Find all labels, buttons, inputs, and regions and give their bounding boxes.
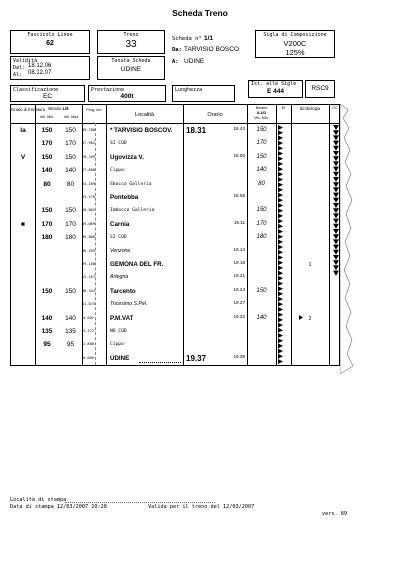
triangle-marker bbox=[278, 151, 283, 156]
row-km: 78.269 bbox=[82, 154, 95, 159]
triangle-marker bbox=[333, 130, 339, 135]
triangle-marker bbox=[278, 229, 283, 234]
fascicolo-value: 62 bbox=[46, 40, 54, 47]
triangle-marker bbox=[278, 239, 283, 244]
row-arrivo: 18.31 bbox=[186, 126, 207, 135]
triangle-marker bbox=[333, 198, 339, 203]
row-vel-min2: 150 bbox=[256, 153, 267, 160]
row-vel-min2: 150 bbox=[256, 207, 267, 214]
row-grado: V bbox=[20, 153, 26, 161]
footer-valida: Valida per il treno del 12/03/2007 bbox=[148, 504, 255, 510]
treno-value: 33 bbox=[125, 39, 137, 50]
triangle-markers-right bbox=[333, 125, 339, 276]
ist-sigle-box bbox=[248, 80, 303, 98]
row-km: 36.595 bbox=[82, 248, 95, 253]
row-vel-max: 150 bbox=[65, 287, 76, 295]
row-localita: UDINE bbox=[110, 354, 130, 362]
header-localita: Località bbox=[135, 112, 154, 118]
row-vel-min: 170 bbox=[41, 140, 53, 148]
row-km: 16.344 bbox=[82, 288, 95, 293]
row-vel-min: 140 bbox=[41, 314, 53, 322]
row-vel-max: 135 bbox=[65, 328, 76, 335]
triangle-marker bbox=[278, 203, 283, 208]
row-partenza: 19.39 bbox=[233, 353, 245, 359]
row-partenza: 19.24 bbox=[233, 286, 245, 292]
header-orario: Orario bbox=[207, 112, 223, 118]
header-grado: Grado di frenatura bbox=[11, 107, 45, 112]
triangle-marker bbox=[278, 312, 283, 317]
row-vel-min: 150 bbox=[41, 153, 53, 161]
row-simbologia: 1 bbox=[308, 262, 312, 268]
row-vel-max: 170 bbox=[65, 220, 76, 228]
ist-sigle-value: E 444 bbox=[267, 88, 284, 95]
triangle-marker bbox=[333, 224, 339, 229]
row-vel-min: 150 bbox=[41, 207, 53, 215]
triangle-marker bbox=[278, 354, 283, 359]
sigla-percent: 125% bbox=[285, 48, 305, 57]
triangle-marker bbox=[278, 167, 283, 172]
triangle-marker bbox=[333, 187, 339, 192]
row-localita: Carnia bbox=[110, 220, 130, 228]
row-km: 64.209 bbox=[82, 181, 95, 186]
triangle-marker bbox=[278, 286, 283, 291]
triangle-markers-left bbox=[278, 125, 303, 364]
row-km: 22.167 bbox=[82, 275, 95, 280]
fascicolo-box bbox=[10, 30, 90, 54]
row-partenza: 19.27 bbox=[233, 300, 245, 306]
triangle-marker bbox=[278, 276, 283, 281]
triangle-marker bbox=[299, 315, 303, 320]
header-binario2: Binario bbox=[255, 106, 268, 110]
row-vel-max: 80 bbox=[66, 180, 75, 188]
row-localita: Venzone bbox=[110, 247, 131, 254]
triangle-marker bbox=[333, 208, 339, 213]
row-vel-min2: 150 bbox=[256, 287, 267, 294]
header-vel-max: Vel. Max bbox=[63, 115, 79, 119]
row-vel-max: 140 bbox=[65, 167, 76, 175]
triangle-marker bbox=[333, 135, 339, 140]
prestazione-box bbox=[88, 85, 166, 102]
row-vel-min2: 140 bbox=[256, 314, 267, 321]
triangle-marker bbox=[278, 193, 283, 198]
torn-edge bbox=[340, 104, 360, 374]
triangle-marker bbox=[333, 255, 339, 260]
footer-localita-line bbox=[65, 502, 215, 503]
triangle-marker bbox=[333, 271, 339, 276]
row-partenza: 19.14 bbox=[233, 246, 245, 252]
triangle-marker bbox=[333, 125, 339, 130]
row-vel-min2: 80 bbox=[258, 180, 265, 187]
triangle-marker bbox=[333, 141, 339, 146]
triangle-marker bbox=[333, 167, 339, 172]
triangle-marker bbox=[278, 343, 283, 348]
fascicolo-label: Fascicolo Linee bbox=[27, 32, 73, 38]
row-vel-min2: 140 bbox=[256, 167, 267, 174]
row-localita: NO COD bbox=[110, 329, 127, 334]
validita-label: Validità bbox=[13, 58, 38, 64]
triangle-marker bbox=[278, 297, 283, 302]
triangle-marker bbox=[278, 333, 283, 338]
row-vel-min: 95 bbox=[43, 341, 51, 349]
rsc-box bbox=[305, 80, 335, 98]
row-km: 4.602 bbox=[83, 315, 94, 320]
triangle-marker bbox=[278, 250, 283, 255]
lunghezza-label: Lunghezza bbox=[175, 87, 203, 93]
triangle-marker bbox=[278, 245, 283, 250]
triangle-marker bbox=[278, 198, 283, 203]
row-localita: Tricesimo S.Pel. bbox=[110, 301, 148, 308]
row-partenza: 18.59 bbox=[233, 193, 245, 198]
triangle-marker bbox=[333, 260, 339, 265]
row-vel-min: 135 bbox=[41, 328, 53, 335]
triangle-marker bbox=[278, 349, 283, 354]
row-vel-min: 140 bbox=[41, 167, 53, 175]
triangle-marker bbox=[333, 239, 339, 244]
row-km: 60.802 bbox=[82, 208, 95, 213]
row-km: 89.780 bbox=[82, 128, 95, 132]
page-title: Scheda Treno bbox=[172, 8, 228, 18]
row-vel-max: 150 bbox=[65, 153, 76, 161]
footer-localita-stampa: Località di stampa bbox=[10, 497, 67, 503]
triangle-marker bbox=[333, 229, 339, 234]
da-value: TARVISIO BOSCO bbox=[184, 46, 240, 53]
row-localita: Cippo bbox=[110, 342, 124, 348]
triangle-marker bbox=[278, 338, 283, 343]
row-localita: SI COD bbox=[110, 141, 127, 147]
triangle-marker bbox=[333, 250, 339, 255]
triangle-marker bbox=[278, 317, 283, 322]
da-label: Da: bbox=[172, 47, 182, 53]
triangle-marker bbox=[333, 265, 339, 270]
al-value: 08.12.07 bbox=[28, 70, 52, 76]
triangle-marker bbox=[278, 156, 283, 161]
schedule-table bbox=[10, 104, 340, 366]
row-arrivo: 19.37 bbox=[186, 353, 207, 363]
row-km: 29.168 bbox=[82, 262, 95, 266]
sigla-value: V200C bbox=[283, 39, 307, 48]
header-vel-min2: Vel. Min. bbox=[254, 116, 269, 120]
scheda-value: 1/1 bbox=[204, 35, 214, 42]
row-localita: * TARVISIO BOSCOV. bbox=[110, 127, 173, 134]
row-km: 3.372 bbox=[83, 329, 94, 333]
triangle-marker bbox=[278, 146, 283, 151]
triangle-marker bbox=[278, 141, 283, 146]
dal-label: Dal: bbox=[13, 65, 26, 71]
triangle-marker bbox=[278, 187, 283, 192]
triangle-marker bbox=[278, 172, 283, 177]
triangle-marker bbox=[278, 302, 283, 307]
triangle-marker bbox=[333, 172, 339, 177]
row-partenza: 18.43 bbox=[233, 126, 245, 131]
header-cc: CC bbox=[332, 106, 338, 110]
triangle-marker bbox=[278, 323, 283, 328]
triangle-marker bbox=[278, 135, 283, 140]
header-ei: EI bbox=[281, 106, 286, 110]
row-km: 63.578 bbox=[82, 195, 95, 199]
row-vel-min: 150 bbox=[41, 287, 53, 295]
tenuta-value: UDINE bbox=[120, 66, 142, 73]
row-km: 11.075 bbox=[82, 302, 95, 307]
triangle-marker bbox=[278, 130, 283, 135]
row-localita: Sbocco Galleria bbox=[110, 181, 152, 187]
tenuta-label: Tenuta Scheda bbox=[111, 58, 151, 64]
triangle-marker bbox=[278, 255, 283, 260]
row-km: 39.800 bbox=[82, 235, 95, 240]
classificazione-value: EC bbox=[42, 93, 53, 100]
tenuta-box bbox=[97, 56, 165, 80]
triangle-marker bbox=[333, 151, 339, 156]
dal-value: 18.12.06 bbox=[28, 63, 52, 69]
footer-version: vers. 89 bbox=[322, 511, 347, 517]
row-partenza: 19.11 bbox=[233, 219, 245, 225]
triangle-marker bbox=[278, 219, 283, 224]
prestazione-label: Prestazione bbox=[91, 87, 125, 93]
row-vel-min2: 180 bbox=[256, 234, 267, 241]
header-vel-min: Vel. Min. bbox=[39, 115, 55, 119]
footer-data-stampa: Data di stampa 12/03/2007 20:28 bbox=[10, 504, 107, 510]
row-vel-max: 170 bbox=[65, 140, 76, 148]
triangle-marker bbox=[278, 260, 283, 265]
row-localita: Imbocco Galleria bbox=[110, 208, 155, 214]
row-vel-max: 180 bbox=[65, 234, 76, 242]
triangle-marker bbox=[333, 177, 339, 182]
triangle-marker bbox=[278, 208, 283, 213]
rsc-value: RSC9 bbox=[311, 85, 329, 92]
row-vel-min: 80 bbox=[43, 180, 51, 188]
validita-box bbox=[10, 56, 90, 80]
row-partenza: 19.32 bbox=[233, 313, 245, 319]
header-prog: Prog. km bbox=[86, 108, 102, 112]
scheda-label: Scheda n° bbox=[172, 36, 202, 42]
row-vel-min2: 170 bbox=[256, 140, 267, 147]
row-localita: GEMONA DEL FR. bbox=[110, 261, 164, 268]
row-km: 67.600 bbox=[82, 168, 95, 173]
row-vel-min: 180 bbox=[41, 234, 53, 242]
sigla-box bbox=[255, 30, 335, 58]
row-vel-min: 170 bbox=[41, 220, 53, 228]
treno-label: Treno bbox=[123, 32, 139, 38]
classificazione-box bbox=[10, 85, 85, 102]
row-localita: Pontebba bbox=[110, 194, 139, 201]
triangle-marker bbox=[278, 234, 283, 239]
a-label: A: bbox=[172, 59, 179, 65]
row-simbologia: 2 bbox=[308, 315, 312, 322]
row-localita: P.M.VAT bbox=[110, 314, 134, 322]
triangle-marker bbox=[278, 307, 283, 312]
triangle-marker bbox=[333, 213, 339, 218]
row-vel-max: 95 bbox=[66, 341, 75, 349]
classificazione-label: Classificazione bbox=[13, 87, 59, 93]
triangle-marker bbox=[278, 265, 283, 270]
row-localita: SI COD bbox=[110, 235, 127, 241]
triangle-marker bbox=[278, 328, 283, 333]
row-grado: Ia bbox=[20, 127, 26, 134]
triangle-marker bbox=[278, 271, 283, 276]
row-km: 59.069 bbox=[82, 221, 95, 226]
row-vel-max: 150 bbox=[65, 207, 76, 215]
row-localita: Ugovizza V. bbox=[110, 153, 144, 161]
row-partenza: 19.21 bbox=[233, 273, 245, 279]
triangle-marker bbox=[333, 193, 339, 198]
sigla-label: Sigla di Composizione bbox=[263, 32, 327, 38]
lunghezza-box bbox=[172, 85, 235, 102]
row-vel-min: 150 bbox=[41, 127, 53, 134]
triangle-marker bbox=[333, 182, 339, 187]
triangle-marker bbox=[278, 182, 283, 187]
treno-box bbox=[97, 30, 165, 54]
row-localita: Tarcento bbox=[110, 287, 136, 295]
row-km: 87.982 bbox=[82, 141, 95, 146]
triangle-marker bbox=[333, 245, 339, 250]
triangle-marker bbox=[278, 291, 283, 296]
row-km: 2.800 bbox=[83, 342, 94, 347]
triangle-marker bbox=[333, 156, 339, 161]
row-vel-max: 140 bbox=[65, 314, 76, 322]
row-localita: Artegna bbox=[110, 274, 129, 281]
header-simbologia: Simbologia bbox=[299, 106, 321, 111]
header-binario2-code: IL1/D bbox=[256, 111, 267, 115]
a-value: UDINE bbox=[184, 58, 205, 65]
triangle-marker bbox=[278, 281, 283, 286]
triangle-marker bbox=[333, 146, 339, 151]
row-vel-min2: 150 bbox=[256, 127, 267, 133]
simbologia-strip bbox=[277, 125, 340, 366]
ist-sigle-label: Ist. alle Sigle bbox=[251, 81, 297, 87]
triangle-marker bbox=[278, 359, 283, 364]
row-partenza: 18.50 bbox=[233, 152, 245, 158]
row-localita: Cippo bbox=[110, 168, 124, 174]
row-vel-max: 150 bbox=[65, 127, 76, 134]
header-binario: Binario L/6 bbox=[48, 106, 69, 111]
row-leader-dots bbox=[139, 362, 181, 363]
triangle-marker bbox=[278, 161, 283, 166]
al-label: Al: bbox=[13, 72, 23, 78]
triangle-marker bbox=[333, 161, 339, 166]
row-grado: ■ bbox=[21, 220, 25, 228]
triangle-marker bbox=[278, 177, 283, 182]
prestazione-value: 400t bbox=[120, 93, 134, 100]
row-km: 0.000 bbox=[83, 355, 94, 360]
triangle-marker bbox=[278, 224, 283, 229]
row-partenza: 19.18 bbox=[233, 260, 245, 265]
triangle-marker bbox=[333, 234, 339, 239]
row-vel-min2: 170 bbox=[256, 220, 267, 227]
triangle-marker bbox=[278, 213, 283, 218]
triangle-marker bbox=[333, 203, 339, 208]
triangle-marker bbox=[278, 125, 283, 130]
triangle-marker bbox=[333, 219, 339, 224]
